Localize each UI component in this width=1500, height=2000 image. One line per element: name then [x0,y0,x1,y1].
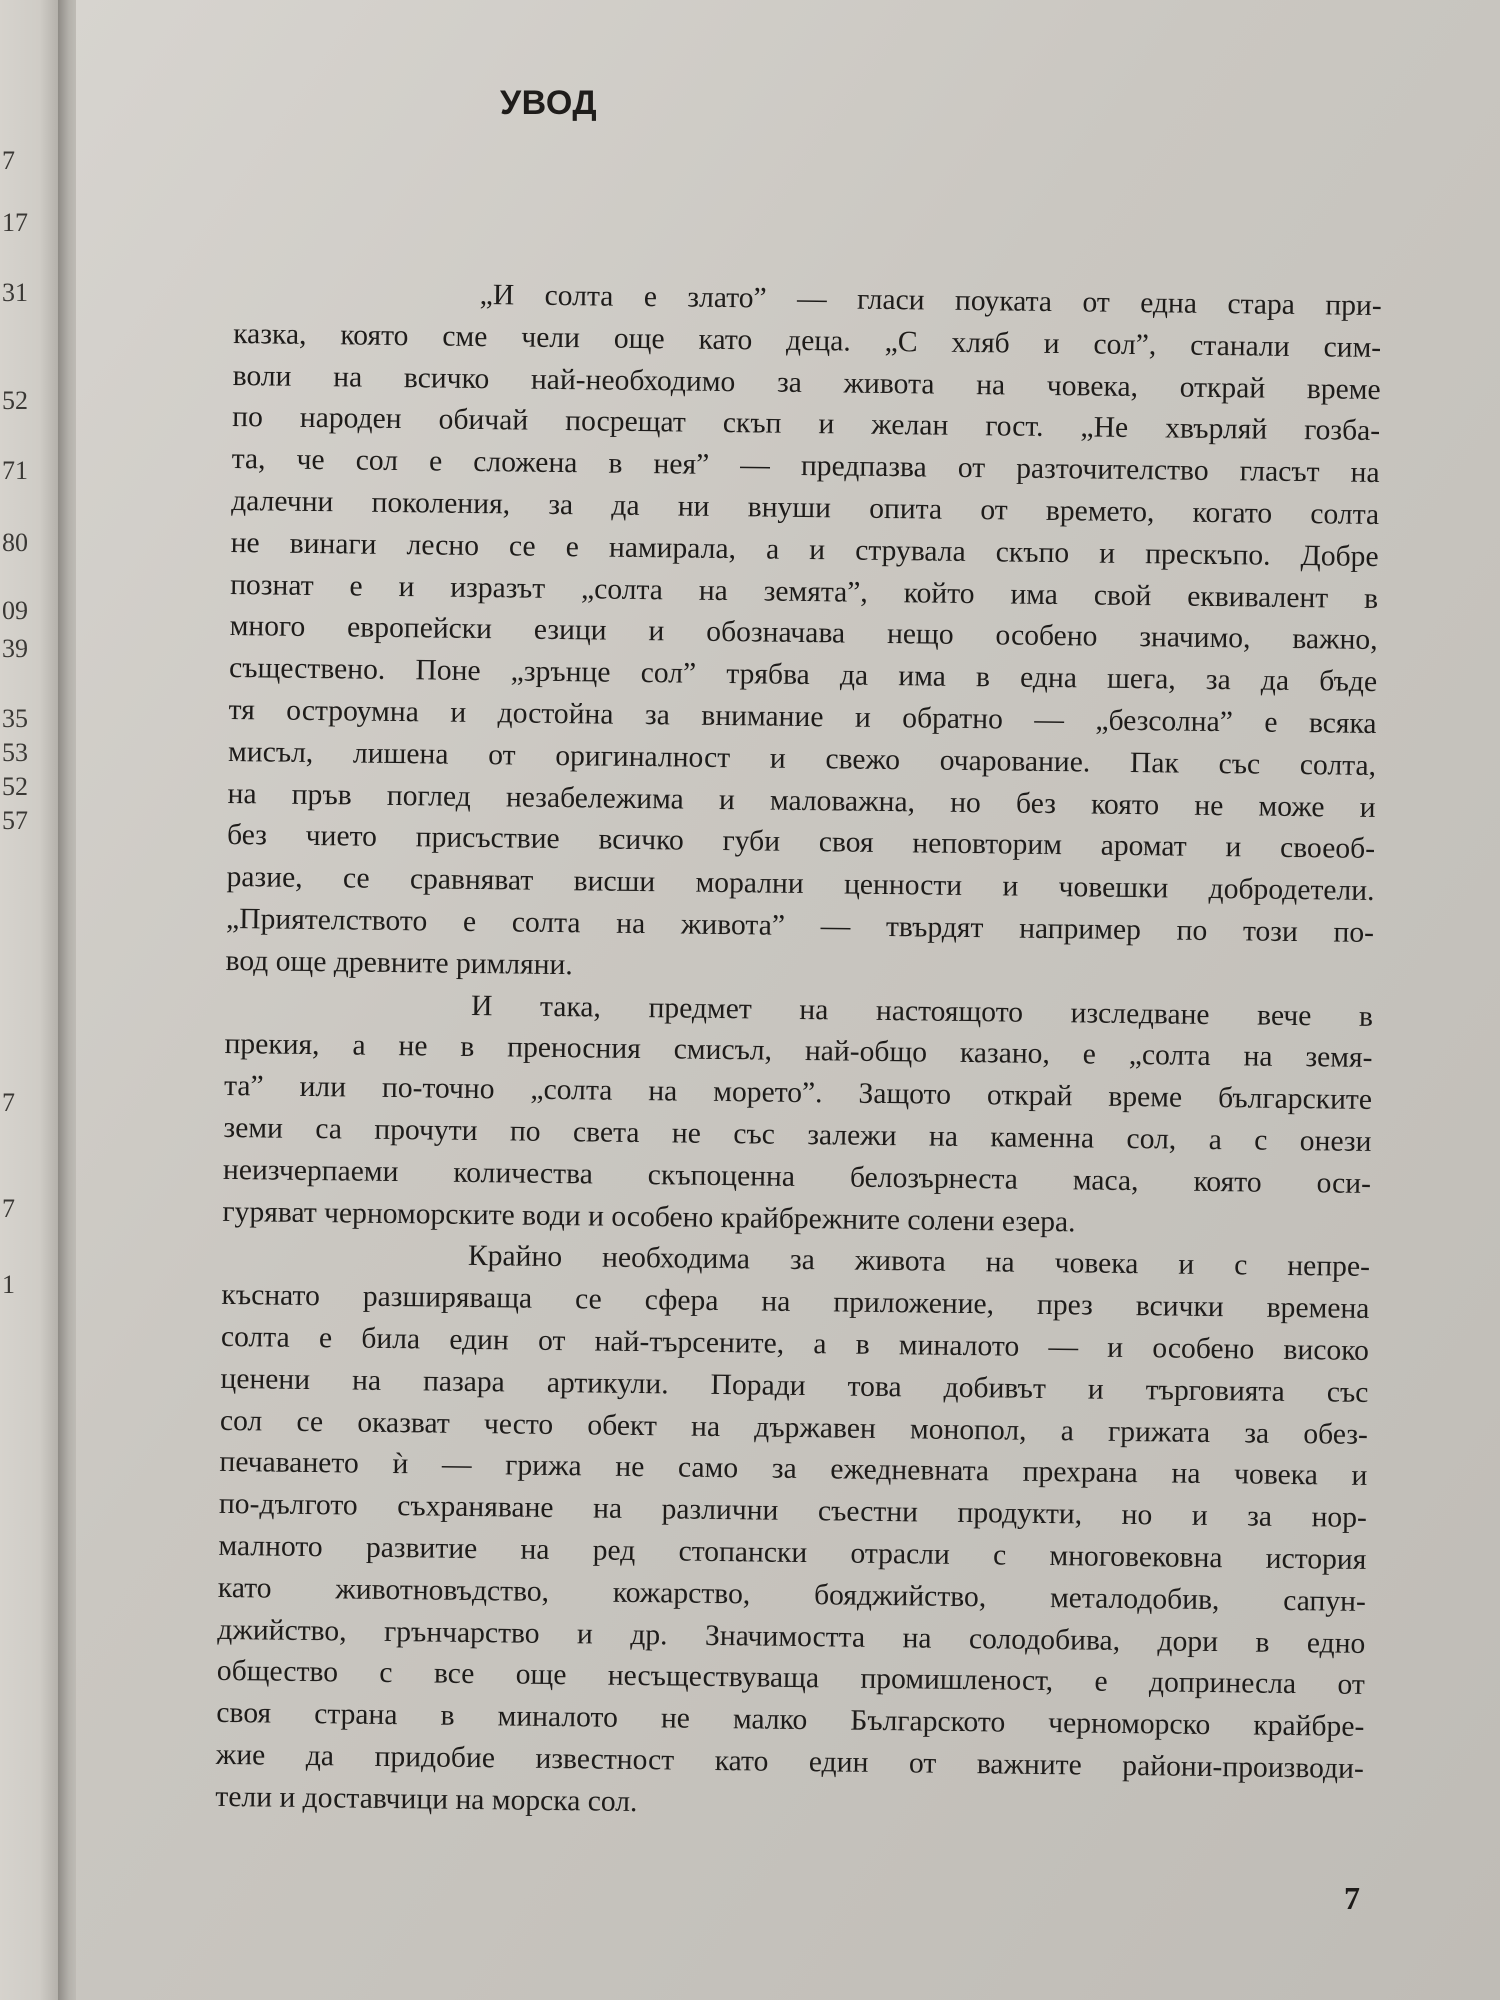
text-line: И така, предмет на настоящото изследване вече в [470,989,1374,1033]
text-line: общество с все още несъществуваща промишленост, е допринесла от [216,1655,1366,1702]
text-line: земи са прочути по света не със залежи на каменна сол, а с онези [223,1111,1372,1158]
text-line: разие, се сравняват висши морални ценности и човешки добродетели. [226,861,1375,908]
margin-number: 57 [2,806,28,835]
paragraph [225,272,1382,997]
text-line: неизчерпаеми количества скъпоценна белозърнеста маса, която оси- [222,1153,1372,1200]
text-line: „И солта е злато” — гласи поуката от една стара при- [479,279,1382,323]
text-line: тели и доставчици на морска сол. [215,1780,638,1818]
text-line: съществено. Поне „зрънце сол” трябва да има в една шега, за да бъде [228,652,1378,699]
chapter-title: УВОД [500,84,598,122]
margin-number: 7 [2,1088,15,1117]
margin-number: 09 [2,596,28,625]
text-line: прекия, а не в преносния смисъл, най-общо казано, е „солта на земя- [224,1028,1373,1075]
text-line: на пръв поглед незабележима и маловажна, но без която не може и [227,777,1376,824]
text-line: по-дългото съхраняване на различни съестни продукти, но и за нор- [218,1488,1368,1535]
text-line: своя страна в миналото не малко Българското черноморско крайбре- [216,1696,1365,1744]
text-line: без чието присъствие всичко губи своя неповторим аромат и своеоб- [226,819,1376,866]
text-line: воли на всичко най-необходимо за живота на човека, открай време [232,359,1381,406]
margin-number: 52 [2,386,28,415]
text-line: жие да придобие известност като един от важните райони-производи- [215,1738,1364,1785]
margin-number: 53 [2,738,28,767]
text-line: не винаги лесно се е намирала, а и струвала скъпо и прескъпо. Добре [230,526,1379,573]
text-line: гуряват черноморските води и особено крайбрежните солени езера. [222,1195,1076,1238]
page-number: 7 [1344,1880,1360,1916]
margin-number: 52 [2,772,28,801]
margin-number: 80 [2,528,28,557]
text-line: печаването ѝ — грижа не само за ежедневната прехрана на човека и [219,1446,1368,1493]
text-line: джийство, грънчарство и др. Значимостта на солодобива, дори в едно [217,1613,1366,1660]
margin-number: 1 [2,1270,15,1299]
text-line: малното развитие на ред стопански отрасли с многовековна история [218,1529,1367,1576]
text-line: познат е и изразът „солта на земята”, който има свой еквивалент в [229,568,1379,615]
body-text [215,272,1382,1832]
margin-number: 71 [2,456,28,485]
margin-number: 7 [2,146,15,175]
text-line: мисъл, лишена от оригиналност и свежо очарование. Пак със солта, [227,735,1377,782]
text-line: къснато разширяваща се сфера на приложение, през всички времена [221,1279,1370,1326]
paragraph [222,982,1373,1247]
text-line: солта е била един от най-търсените, а в миналото — и особено високо [220,1320,1370,1367]
text-line: ценени на пазара артикули. Поради това добивът и търговията със [220,1362,1369,1409]
margin-number: 31 [2,278,28,307]
text-line: „Приятелството е солта на живота” — твърдят например по този по- [225,902,1375,949]
text-line: казка, която сме чели още като деца. „С хляб и сол”, станали сим- [233,317,1382,364]
text-line: като животновъдство, кожарство, бояджийство, металодобив, сапун- [217,1571,1367,1618]
margin-number: 35 [2,704,28,733]
margin-number: 39 [2,634,28,663]
paragraph [215,1233,1370,1832]
text-line: далечни поколения, за да ни внуши опита от времето, когато солта [231,484,1380,531]
text-line: тя остроумна и достойна за внимание и обратно — „безсолна” е всяка [228,693,1377,740]
text-line: сол се оказват често обект на държавен монопол, а грижата за обез- [219,1404,1369,1451]
margin-number: 17 [2,208,28,237]
text-line: та” или по-точно „солта на морето”. Защото открай време българските [223,1070,1373,1117]
margin-number: 7 [2,1194,15,1223]
text-line: Крайно необходима за живота на човека и с непре- [467,1240,1371,1284]
text-line: по народен обичай посрещат скъп и желан гост. „Не хвърляй гозба- [232,401,1381,448]
text-line: та, че сол е сложена в нея” — предпазва от разточителство гласът на [231,443,1380,490]
book-page [76,0,1500,2000]
text-line: вод още древните римляни. [225,944,573,981]
facing-page-edge [0,0,66,2000]
text-line: много европейски езици и обозначава нещо особено значимо, важно, [229,610,1378,657]
